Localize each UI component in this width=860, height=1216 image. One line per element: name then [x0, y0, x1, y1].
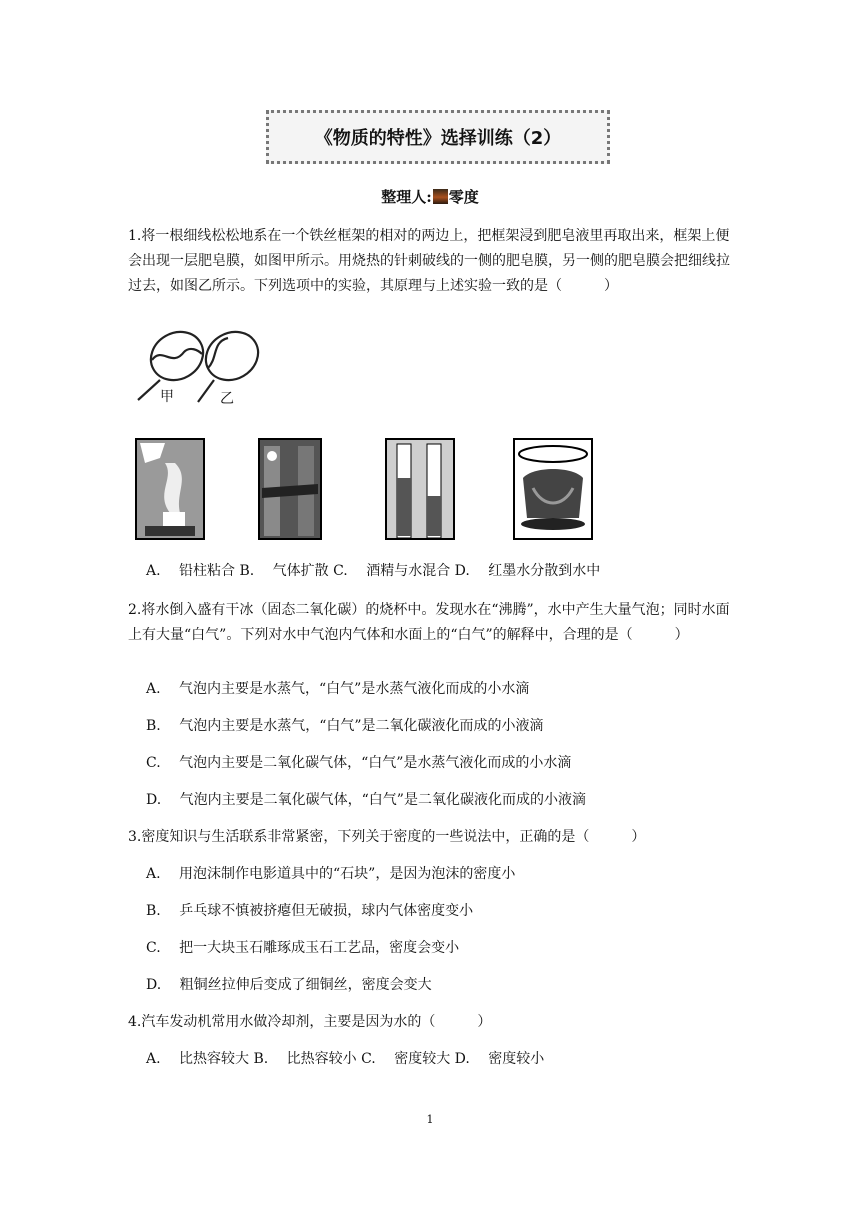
option-a-image	[135, 438, 205, 540]
author-avatar-icon	[433, 189, 448, 204]
option-d-image	[513, 438, 593, 540]
question-1-text: 1.将一根细线松松地系在一个铁丝框架的相对的两边上，把框架浸到肥皂液里再取出来，框架上便会出现一层肥皂膜，如图甲所示。用烧热的针刺破线的一侧的肥皂膜，另一侧的肥皂膜会把细线拉过去，如图乙所示。下列选项中的实验，其原理与上述实验一致的是（ ）	[128, 228, 730, 294]
question-3-text: 3.密度知识与生活联系非常紧密，下列关于密度的一些说法中，正确的是（ ）	[128, 829, 646, 845]
figure-label-yi: 乙	[220, 391, 234, 407]
question-2-text: 2.将水倒入盛有干冰（固态二氧化碳）的烧杯中。发现水在“沸腾”，水中产生大量气泡；同时水面上有大量“白气”。下列对水中气泡内气体和水面上的“白气”的解释中，合理的是（ ）	[128, 602, 730, 643]
question-4-text: 4.汽车发动机常用水做冷却剂，主要是因为水的（ ）	[128, 1014, 492, 1030]
question-2-option-d: D. 气泡内主要是二氧化碳气体，“白气”是二氧化碳液化而成的小液滴	[146, 792, 586, 808]
question-1-options: A. 铅柱粘合 B. 气体扩散 C. 酒精与水混合 D. 红墨水分散到水中	[146, 563, 601, 579]
question-3-option-b: B. 乒乓球不慎被挤瘪但无破损，球内气体密度变小	[146, 903, 474, 919]
soap-film-figure	[132, 318, 262, 408]
question-4-options: A. 比热容较大 B. 比热容较小 C. 密度较大 D. 密度较小	[146, 1051, 545, 1067]
title-box	[266, 110, 610, 164]
question-2-option-c: C. 气泡内主要是二氧化碳气体，“白气”是水蒸气液化而成的小水滴	[146, 755, 572, 771]
option-c-image	[385, 438, 455, 540]
author-name: 零度	[448, 188, 479, 206]
page-title: 《物质的特性》选择训练（2）	[314, 128, 562, 149]
question-3-option-c: C. 把一大块玉石雕琢成玉石工艺品，密度会变小	[146, 940, 460, 956]
question-3-option-d: D. 粗铜丝拉伸后变成了细铜丝，密度会变大	[146, 977, 432, 993]
option-b-image	[258, 438, 322, 540]
question-2-option-b: B. 气泡内主要是水蒸气，“白气”是二氧化碳液化而成的小液滴	[146, 718, 544, 734]
page-number: 1	[426, 1113, 434, 1126]
question-3-option-a: A. 用泡沫制作电影道具中的“石块”，是因为泡沫的密度小	[146, 866, 516, 882]
figure-label-jia: 甲	[160, 389, 174, 405]
question-2-option-a: A. 气泡内主要是水蒸气，“白气”是水蒸气液化而成的小水滴	[146, 681, 530, 697]
author-line	[0, 186, 860, 207]
author-prefix: 整理人:	[381, 188, 432, 206]
